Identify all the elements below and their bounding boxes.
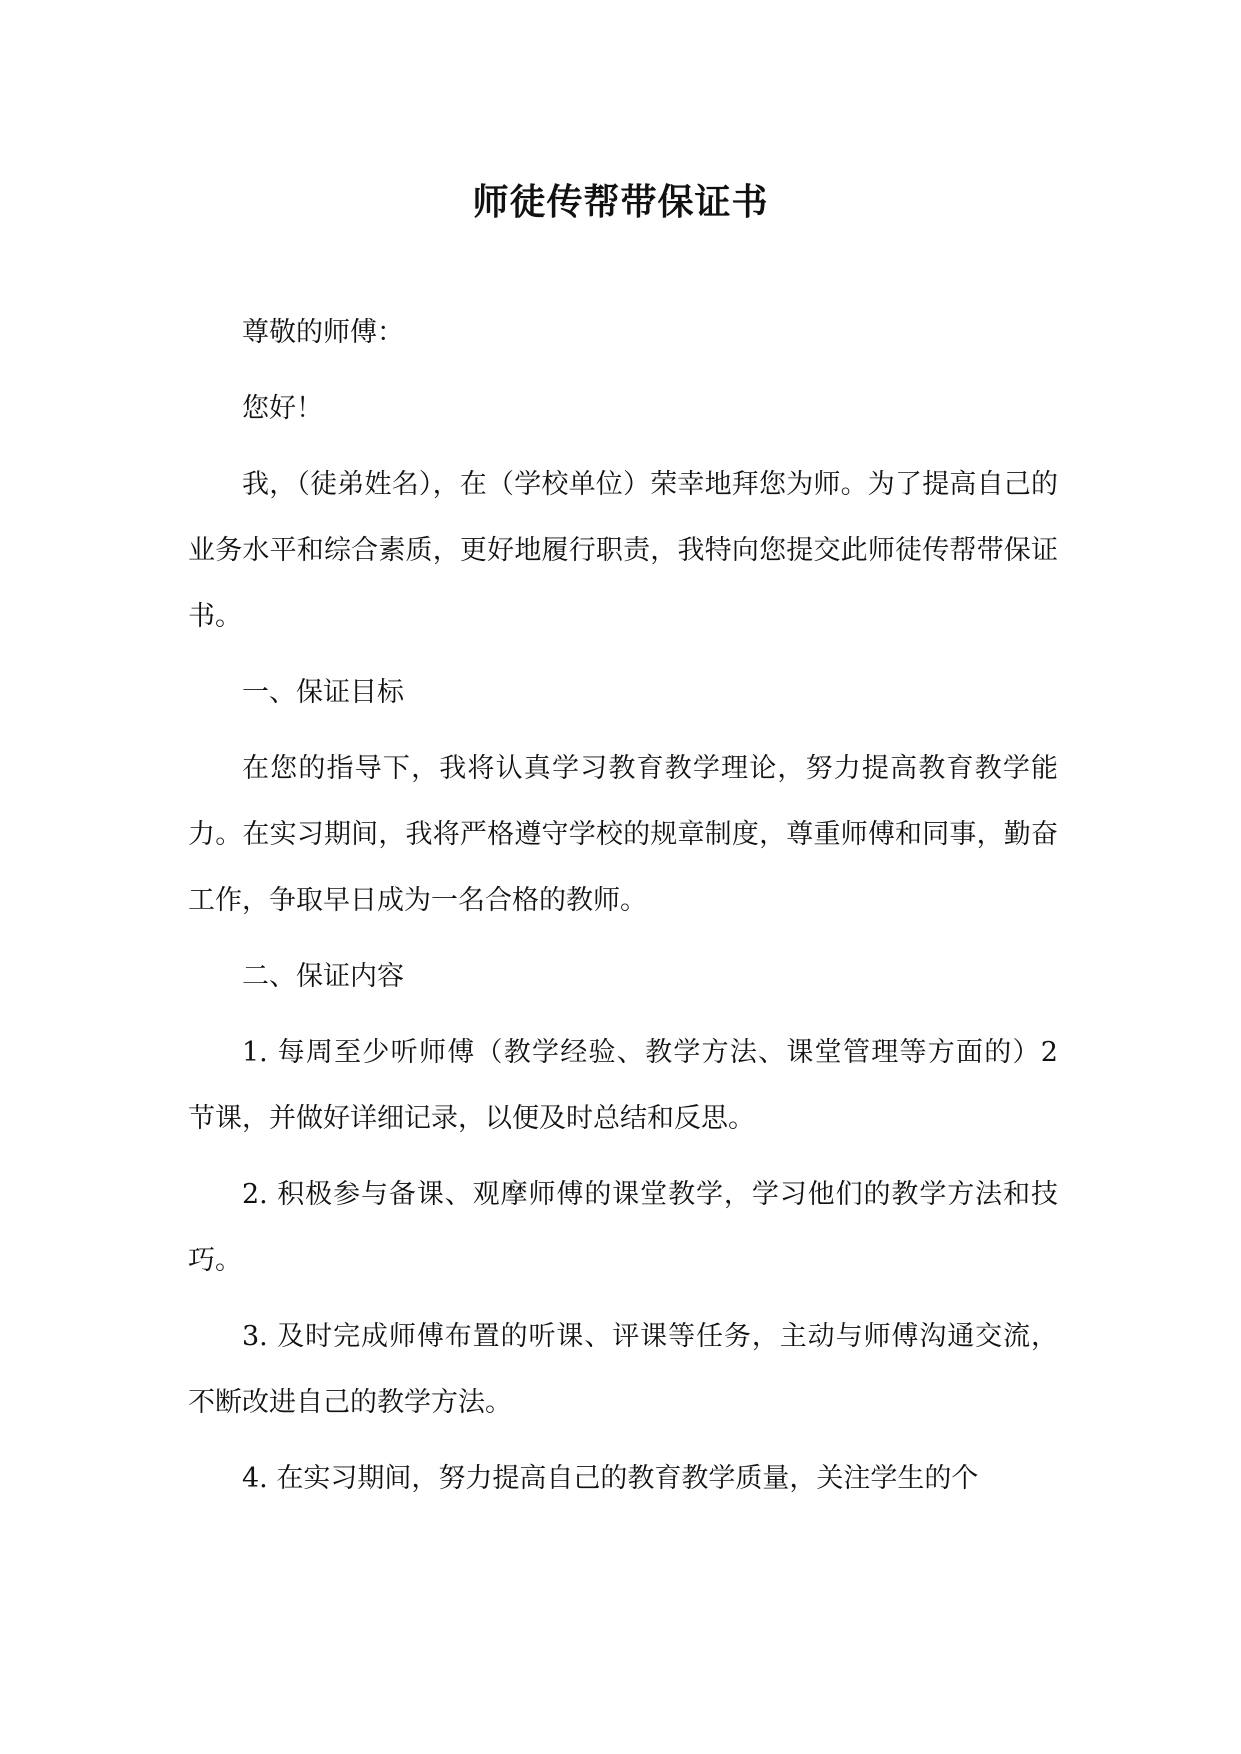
intro-paragraph: 我，（徒弟姓名），在（学校单位）荣幸地拜您为师。为了提高自己的业务水平和综合素质，更好地履行职责，我特向您提交此师徒传帮带保证书。 [188, 469, 1058, 632]
document-body [188, 300, 1058, 1522]
content-item-2: 2. 积极参与备课、观摩师傅的课堂教学，学习他们的教学方法和技巧。 [188, 1179, 1058, 1276]
section-heading-content: 二、保证内容 [242, 961, 404, 992]
salutation: 尊敬的师傅： [242, 317, 404, 348]
document-title: 师徒传帮带保证书 [472, 181, 769, 223]
section-heading-goals: 一、保证目标 [242, 677, 404, 708]
goals-paragraph: 在您的指导下，我将认真学习教育教学理论，努力提高教育教学能力。在实习期间，我将严格遵守学校的规章制度，尊重师傅和同事，勤奋工作，争取早日成为一名合格的教师。 [188, 753, 1058, 916]
content-item-4: 4. 在实习期间，努力提高自己的教育教学质量，关注学生的个 [242, 1463, 979, 1494]
greeting: 您好！ [242, 393, 323, 424]
content-item-3: 3. 及时完成师傅布置的听课、评课等任务，主动与师傅沟通交流，不断改进自己的教学方法。 [188, 1321, 1058, 1418]
content-item-1: 1. 每周至少听师傅（教学经验、教学方法、课堂管理等方面的）2 节课，并做好详细记录，以便及时总结和反思。 [188, 1037, 1058, 1134]
